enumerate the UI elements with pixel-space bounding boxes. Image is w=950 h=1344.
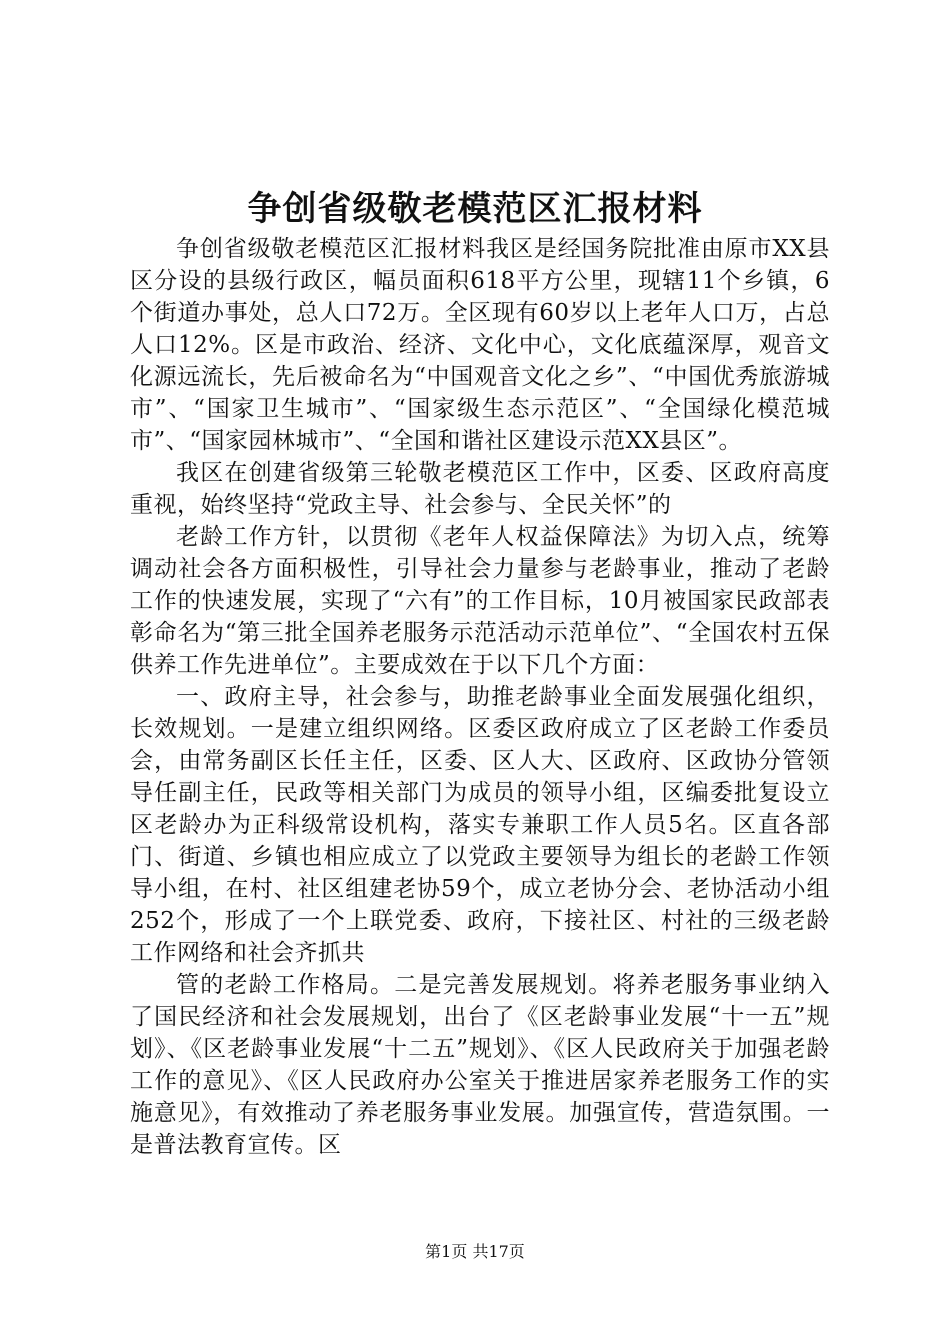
paragraph: 我区在创建省级第三轮敬老模范区工作中，区委、区政府高度重视，始终坚持“党政主导、社会参与、全民关怀”的: [130, 460, 830, 518]
paragraph: 老龄工作方针，以贯彻《老年人权益保障法》为切入点，统筹调动社会各方面积极性，引导社会力量参与老龄事业，推动了老龄工作的快速发展，实现了“六有”的工作目标，10月被国家民政部表彰命名为“第三批全国养老服务示范活动示范单位”、“全国农村五保供养工作先进单位”。主要成效在于以下几个方面：: [130, 524, 830, 678]
paragraph: 管的老龄工作格局。二是完善发展规划。将养老服务事业纳入了国民经济和社会发展规划，出台了《区老龄事业发展“十一五”规划》、《区老龄事业发展“十二五”规划》、《区人民政府关于加强老龄工作的意见》、《区人民政府办公室关于推进居家养老服务工作的实施意见》，有效推动了养老服务事业发展。加强宣传，营造氛围。一是普法教育宣传。区: [130, 972, 830, 1158]
paragraph: 争创省级敬老模范区汇报材料我区是经国务院批准由原市XX县区分设的县级行政区，幅员面积618平方公里，现辖11个乡镇，6个街道办事处，总人口72万。全区现有60岁以上老年人口万，占总人口12%。区是市政治、经济、文化中心，文化底蕴深厚，观音文化源远流长，先后被命名为“中国观音文化之乡”、“中国优秀旅游城市”、“国家卫生城市”、“国家级生态示范区”、“全国绿化模范城市”、“国家园林城市”、“全国和谐社区建设示范XX县区”。: [130, 236, 830, 454]
document-title: 争创省级敬老模范区汇报材料: [247, 189, 703, 229]
document-body: [130, 233, 830, 1161]
page-number-footer: 第1页 共17页: [425, 1242, 525, 1261]
paragraph: 一、政府主导，社会参与，助推老龄事业全面发展强化组织，长效规划。一是建立组织网络。区委区政府成立了区老龄工作委员会，由常务副区长任主任，区委、区人大、区政府、区政协分管领导任副主任，民政等相关部门为成员的领导小组，区编委批复设立区老龄办为正科级常设机构，落实专兼职工作人员5名。区直各部门、街道、乡镇也相应成立了以党政主要领导为组长的老龄工作领导小组，在村、社区组建老协59个，成立老协分会、老协活动小组252个，形成了一个上联党委、政府，下接社区、村社的三级老龄工作网络和社会齐抓共: [130, 684, 830, 966]
